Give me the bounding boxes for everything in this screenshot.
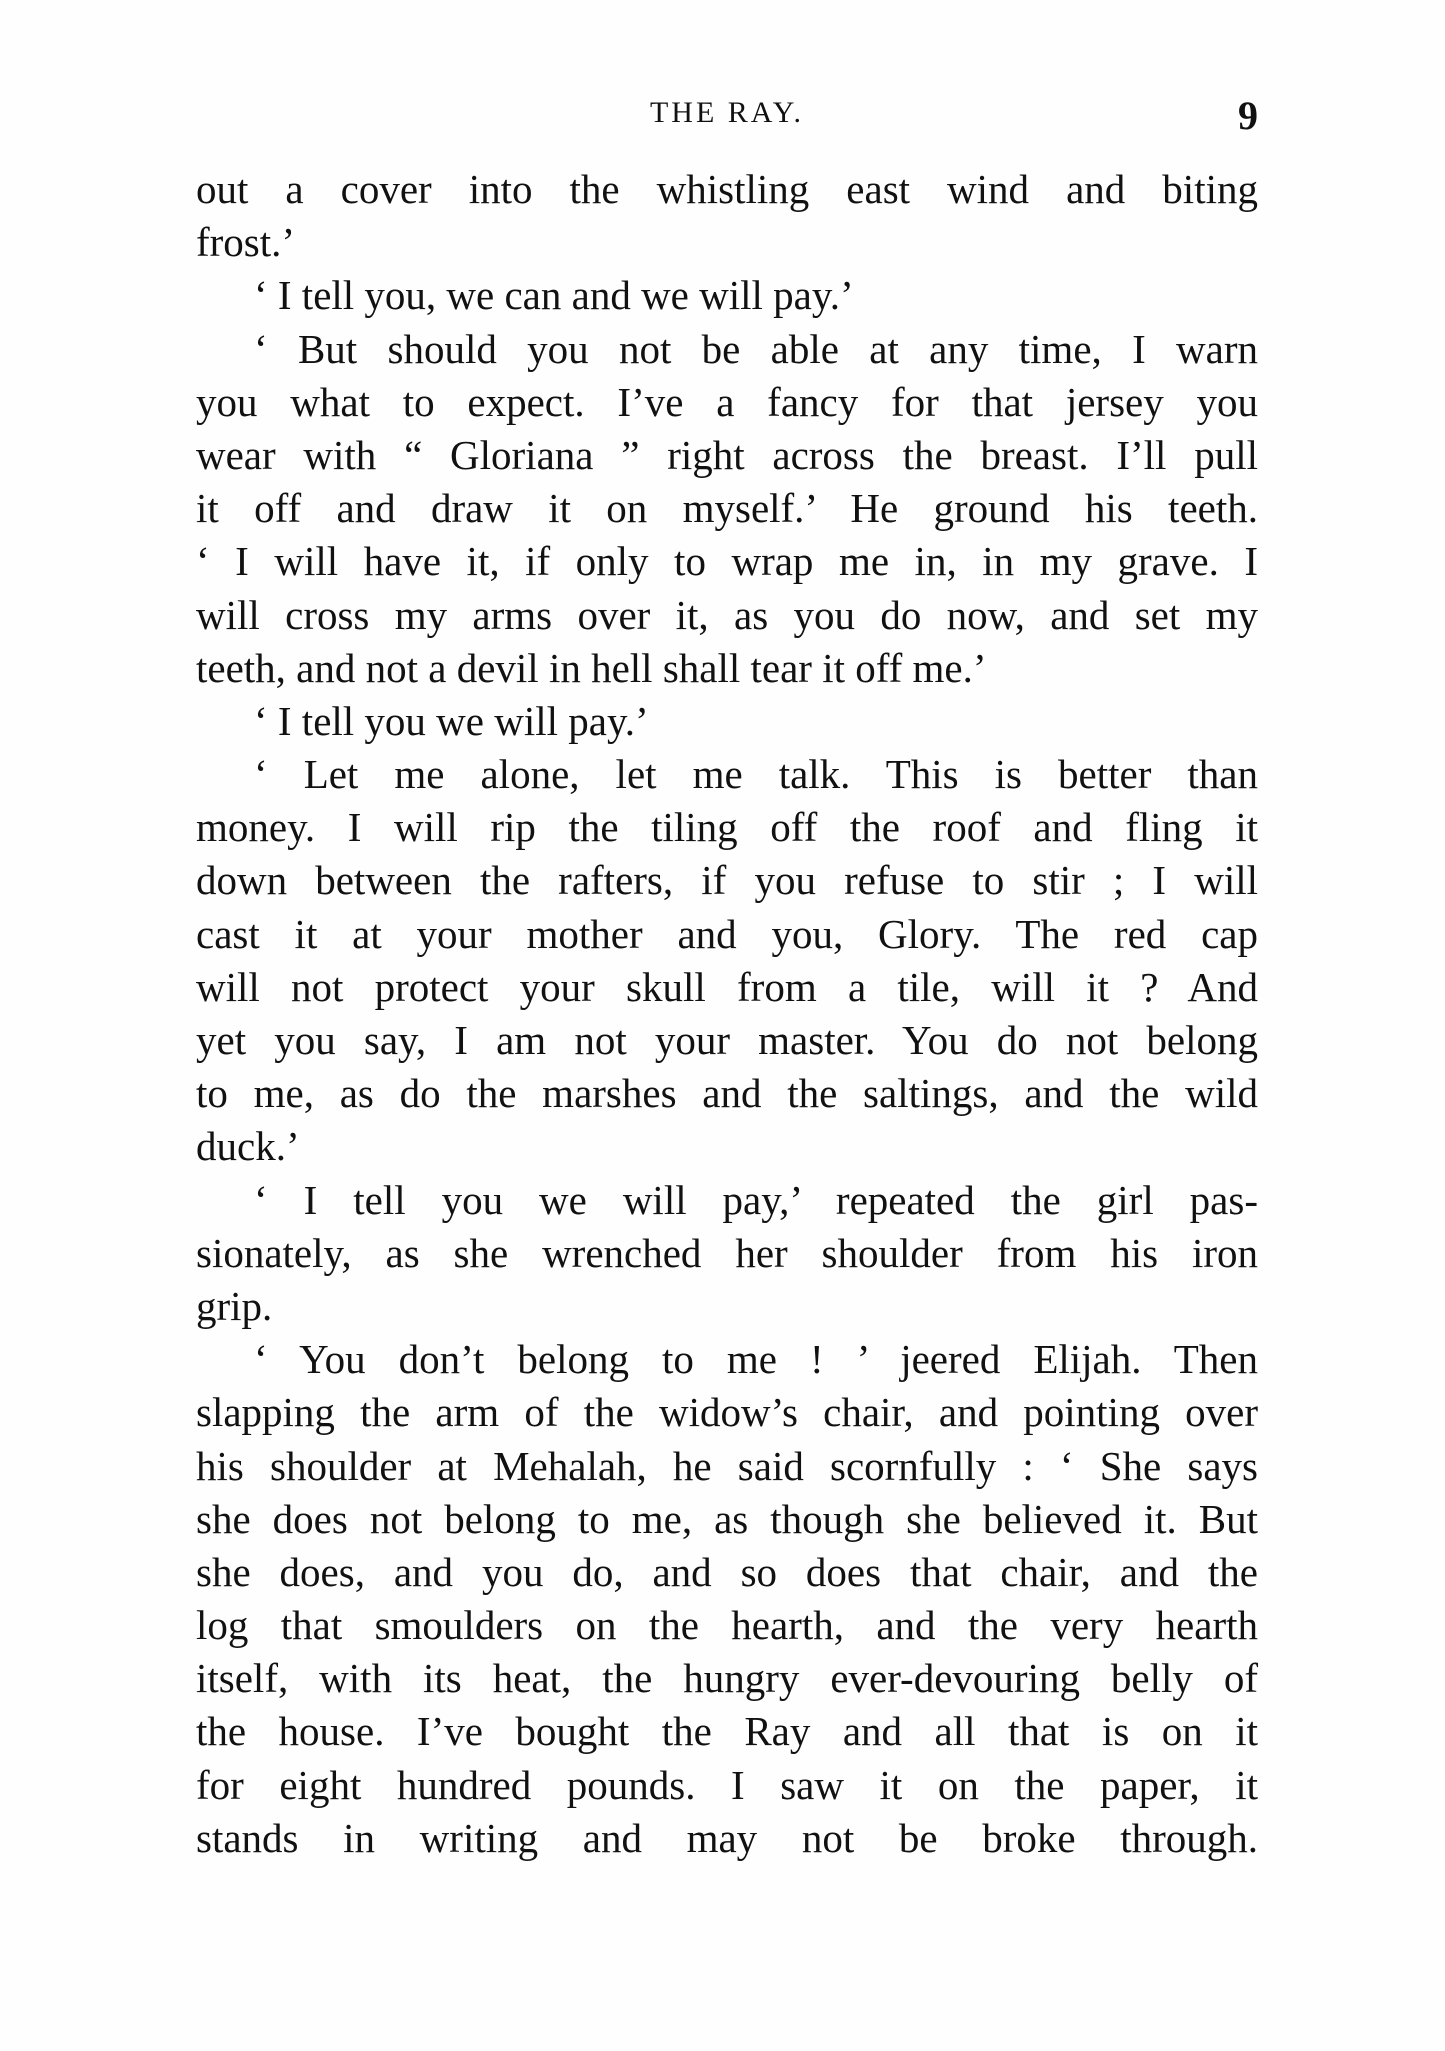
text-line: sionately, as she wrenched her shoulder from his iron <box>196 1229 1258 1276</box>
text-line: teeth, and not a devil in hell shall tear it off me.’ <box>196 644 987 691</box>
page-number: 9 <box>1238 93 1258 138</box>
text-line: slapping the arm of the widow’s chair, and pointing over <box>196 1389 1258 1436</box>
text-line: ‘ I tell you, we can and we will pay.’ <box>254 272 854 319</box>
text-line: for eight hundred pounds. I saw it on the paper, it <box>196 1761 1258 1808</box>
text-line: will not protect your skull from a tile, will it ? And <box>196 963 1258 1010</box>
text-line: to me, as do the marshes and the saltings, and the wild <box>196 1070 1258 1117</box>
text-line: grip. <box>196 1282 273 1329</box>
text-line: yet you say, I am not your master. You do not belong <box>196 1017 1258 1063</box>
text-line: out a cover into the whistling east wind and biting <box>196 166 1258 212</box>
text-line: she does, and you do, and so does that chair, and the <box>196 1548 1258 1595</box>
text-line: money. I will rip the tiling off the roof and fling it <box>196 804 1258 851</box>
text-line: his shoulder at Mehalah, he said scornfully : ‘ She says <box>196 1442 1258 1489</box>
text-line: duck.’ <box>196 1123 300 1170</box>
text-line: cast it at your mother and you, Glory. The red cap <box>196 910 1258 957</box>
body-text <box>196 163 1258 1865</box>
text-line: you what to expect. I’ve a fancy for that jersey you <box>196 378 1258 425</box>
text-line: log that smoulders on the hearth, and the very hearth <box>196 1602 1258 1649</box>
text-line: ‘ I tell you we will pay,’ repeated the girl pas- <box>254 1176 1258 1223</box>
text-line: down between the rafters, if you refuse to stir ; I will <box>196 857 1258 904</box>
text-line: she does not belong to me, as though she believed it. But <box>196 1495 1258 1542</box>
text-line: itself, with its heat, the hungry ever-devouring belly of <box>196 1655 1258 1702</box>
text-line: it off and draw it on myself.’ He ground his teeth. <box>196 485 1258 532</box>
text-line: ‘ But should you not be able at any time, I warn <box>254 325 1258 372</box>
text-line: stands in writing and may not be broke through. <box>196 1814 1258 1861</box>
text-line: ‘ You don’t belong to me ! ’ jeered Elijah. Then <box>254 1336 1258 1383</box>
running-head <box>196 93 1258 146</box>
text-line: ‘ I will have it, if only to wrap me in, in my grave. I <box>196 538 1258 585</box>
text-line: frost.’ <box>196 219 296 266</box>
text-line: ‘ I tell you we will pay.’ <box>254 697 649 744</box>
text-line: will cross my arms over it, as you do now, and set my <box>196 591 1258 638</box>
running-title: THE RAY. <box>649 96 805 129</box>
text-line: ‘ Let me alone, let me talk. This is better than <box>254 751 1258 798</box>
text-line: wear with “ Gloriana ” right across the breast. I’ll pull <box>196 431 1258 478</box>
text-line: the house. I’ve bought the Ray and all that is on it <box>196 1708 1258 1755</box>
